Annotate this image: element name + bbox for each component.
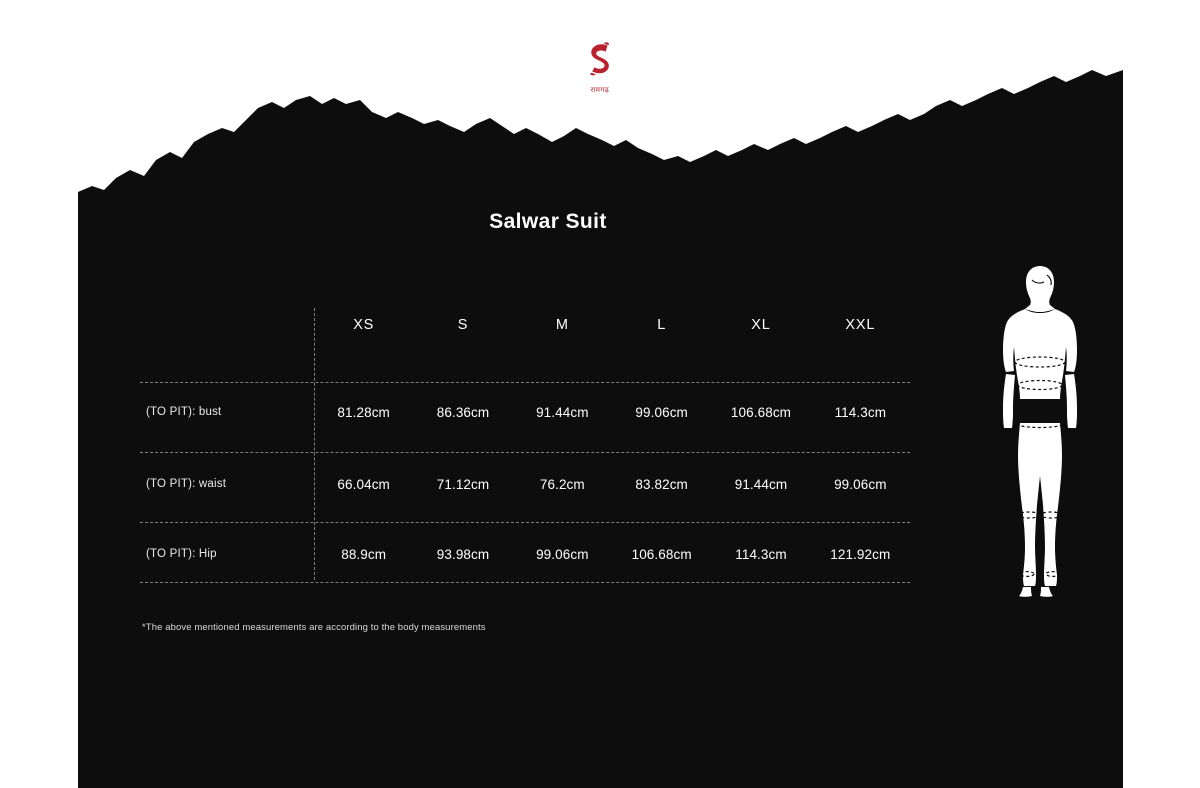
waist-l: 83.82cm [635, 476, 688, 492]
page-title: Salwar Suit [489, 210, 607, 233]
bust-m: 91.44cm [536, 404, 589, 420]
female-body-measurement-figure-icon [985, 262, 1095, 632]
size-header-s: S [457, 317, 469, 333]
waist-s: 71.12cm [436, 476, 490, 492]
hip-s: 93.98cm [436, 546, 490, 562]
waist-m: 76.2cm [539, 476, 585, 492]
table-row-hip [140, 537, 910, 571]
footnote-text: *The above mentioned measurements are according to the body measurements [142, 622, 486, 633]
bust-s: 86.36cm [436, 404, 490, 420]
brand-logo [0, 38, 1200, 95]
hip-xl: 114.3cm [735, 546, 787, 562]
table-row-waist [140, 467, 910, 501]
bust-xxl: 114.3cm [834, 404, 887, 420]
row-label-bust: (TO PIT): bust [146, 406, 222, 418]
hip-xxl: 121.92cm [830, 546, 891, 562]
row-divider-1 [140, 382, 910, 383]
stylized-s-logo-icon [577, 38, 623, 84]
size-header-m: M [555, 317, 569, 333]
waist-xl: 91.44cm [734, 476, 788, 492]
chart-content [78, 0, 1123, 788]
row-divider-2 [140, 452, 910, 453]
row-label-hip: (TO PIT): Hip [146, 548, 217, 560]
logo-subtext: रामगढ़ [590, 86, 610, 94]
hip-l: 106.68cm [631, 546, 692, 562]
bust-xl: 106.68cm [730, 404, 792, 420]
table-header-row [140, 308, 910, 342]
table-row-bust [140, 395, 910, 429]
row-label-waist: (TO PIT): waist [146, 478, 227, 490]
bust-xs: 81.28cm [337, 404, 390, 420]
row-divider-4 [140, 582, 910, 583]
hip-xs: 88.9cm [341, 546, 387, 562]
hip-m: 99.06cm [536, 546, 589, 562]
size-header-xl: XL [751, 317, 771, 333]
row-divider-3 [140, 522, 910, 523]
size-header-l: L [657, 317, 667, 333]
waist-xs: 66.04cm [337, 476, 390, 492]
size-header-xs: XS [353, 317, 375, 333]
size-header-xxl: XXL [845, 317, 876, 333]
waist-xxl: 99.06cm [834, 476, 887, 492]
bust-l: 99.06cm [635, 404, 688, 420]
